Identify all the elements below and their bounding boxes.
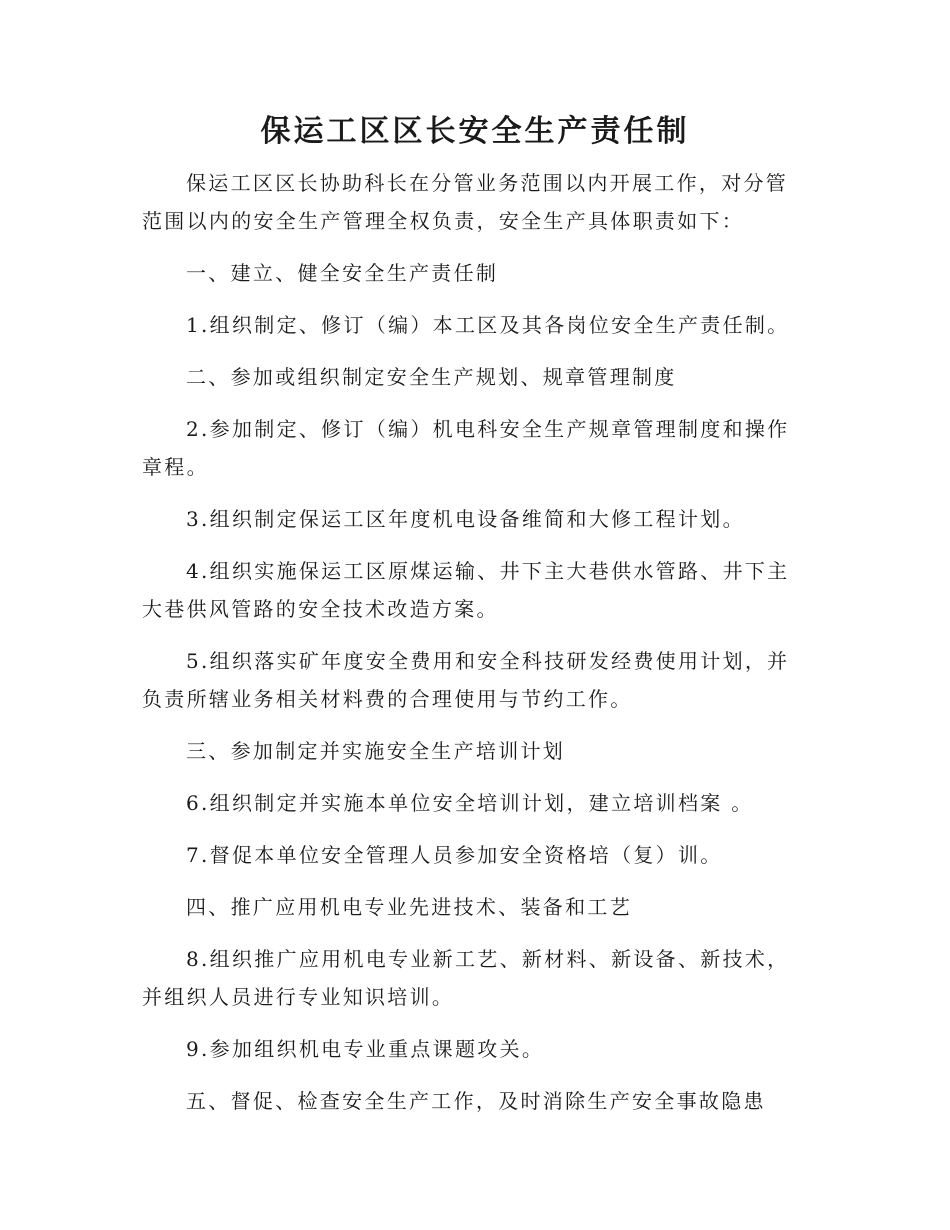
intro-paragraph: 保运工区区长协助科长在分管业务范围以内开展工作，对分管范围以内的安全生产管理全权负责，安全生产具体职责如下：	[142, 171, 789, 233]
clause-2: 2.参加制定、修订（编）机电科安全生产规章管理制度和操作章程。	[142, 417, 790, 479]
clause-5: 5.组织落实矿年度安全费用和安全科技研发经费使用计划，并负责所辖业务相关材料费的合理使用与节约工作。	[142, 649, 790, 711]
clause-1: 1.组织制定、修订（编）本工区及其各岗位安全生产责任制。	[186, 313, 790, 337]
section-heading-3: 三、参加制定并实施安全生产培训计划	[186, 739, 566, 763]
clause-7: 7.督促本单位安全管理人员参加安全资格培（复）训。	[186, 843, 723, 867]
clause-3: 3.组织制定保运工区年度机电设备维简和大修工程计划。	[186, 507, 745, 531]
clause-8: 8.组织推广应用机电专业新工艺、新材料、新设备、新技术，并组织人员进行专业知识培训。	[142, 947, 790, 1009]
clause-4: 4.组织实施保运工区原煤运输、井下主大巷供水管路、井下主大巷供风管路的安全技术改造方案。	[142, 559, 790, 621]
section-heading-1: 一、建立、健全安全生产责任制	[186, 261, 499, 285]
section-heading-4: 四、推广应用机电专业先进技术、装备和工艺	[186, 895, 632, 919]
section-heading-2: 二、参加或组织制定安全生产规划、规章管理制度	[186, 365, 677, 389]
document-title: 保运工区区长安全生产责任制	[260, 114, 690, 149]
section-heading-5: 五、督促、检查安全生产工作，及时消除生产安全事故隐患	[186, 1089, 766, 1113]
clause-6: 6.组织制定并实施本单位安全培训计划，建立培训档案 。	[186, 791, 754, 815]
clause-9: 9.参加组织机电专业重点课题攻关。	[186, 1037, 545, 1061]
